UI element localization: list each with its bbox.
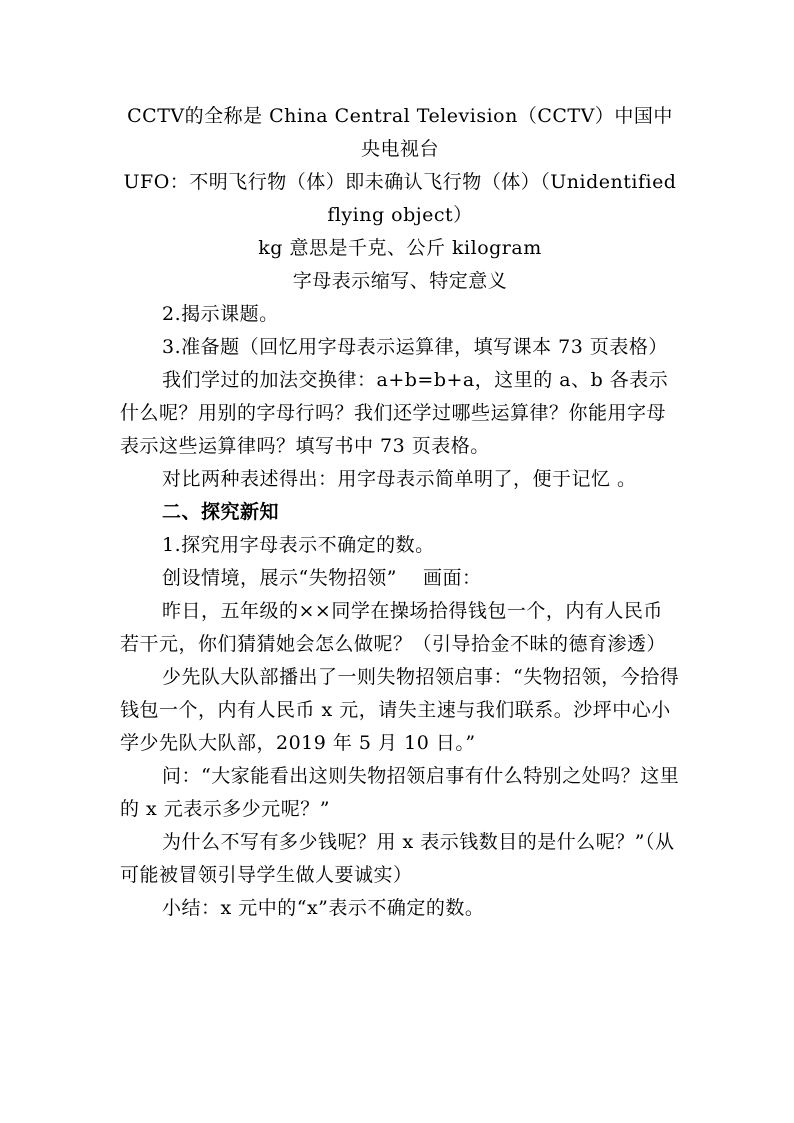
paragraph-summary: 小结：x 元中的“x”表示不确定的数。 — [162, 897, 485, 919]
paragraph-scenario: 创设情境，展示“失物招领” 画面： — [162, 567, 482, 589]
paragraph-why: 为什么不写有多少钱呢？用 x 表示钱数目的是什么呢？”（从可能被冒领引导学生做人要诚实） — [120, 831, 675, 886]
paragraph-ufo: UFO：不明飞行物（体）即未确认飞行物（体）（Unidentified flying object） — [123, 171, 677, 226]
section-heading-explore: 二、探究新知 — [162, 501, 280, 523]
paragraph-yesterday: 昨日，五年级的××同学在操场拾得钱包一个，内有人民币若干元，你们猜猜她会怎么做呢？（引导拾金不昧的德育渗透） — [120, 600, 667, 655]
paragraph-kg: kg 意思是千克、公斤 kilogram — [258, 237, 542, 259]
paragraph-reveal-topic: 2.揭示课题。 — [162, 303, 279, 325]
paragraph-explore-uncertain: 1.探究用字母表示不确定的数。 — [162, 534, 435, 556]
paragraph-cctv: CCTV的全称是 China Central Television（CCTV）中国中央电视台 — [127, 105, 673, 160]
document-body — [120, 100, 680, 925]
paragraph-prep-question: 3.准备题（回忆用字母表示运算律，填写课本 73 页表格） — [162, 336, 668, 358]
paragraph-compare: 对比两种表述得出：用字母表示简单明了，便于记忆 。 — [162, 468, 637, 490]
paragraph-lost-found-notice: 少先队大队部播出了一则失物招领启事：“失物招领，今拾得钱包一个，内有人民币 x 元，请失主速与我们联系。沙坪中心小学少先队大队部，2019 年 5 月 10 日。” — [120, 666, 680, 754]
paragraph-letter-meaning: 字母表示缩写、特定意义 — [292, 270, 508, 292]
paragraph-commutative-law: 我们学过的加法交换律：a+b=b+a，这里的 a、b 各表示什么呢？用别的字母行吗？我们还学过哪些运算律？你能用字母表示这些运算律吗？填写书中 73 页表格。 — [120, 369, 669, 457]
paragraph-question: 问：“大家能看出这则失物招领启事有什么特别之处吗？这里的 x 元表示多少元呢？” — [120, 765, 680, 820]
